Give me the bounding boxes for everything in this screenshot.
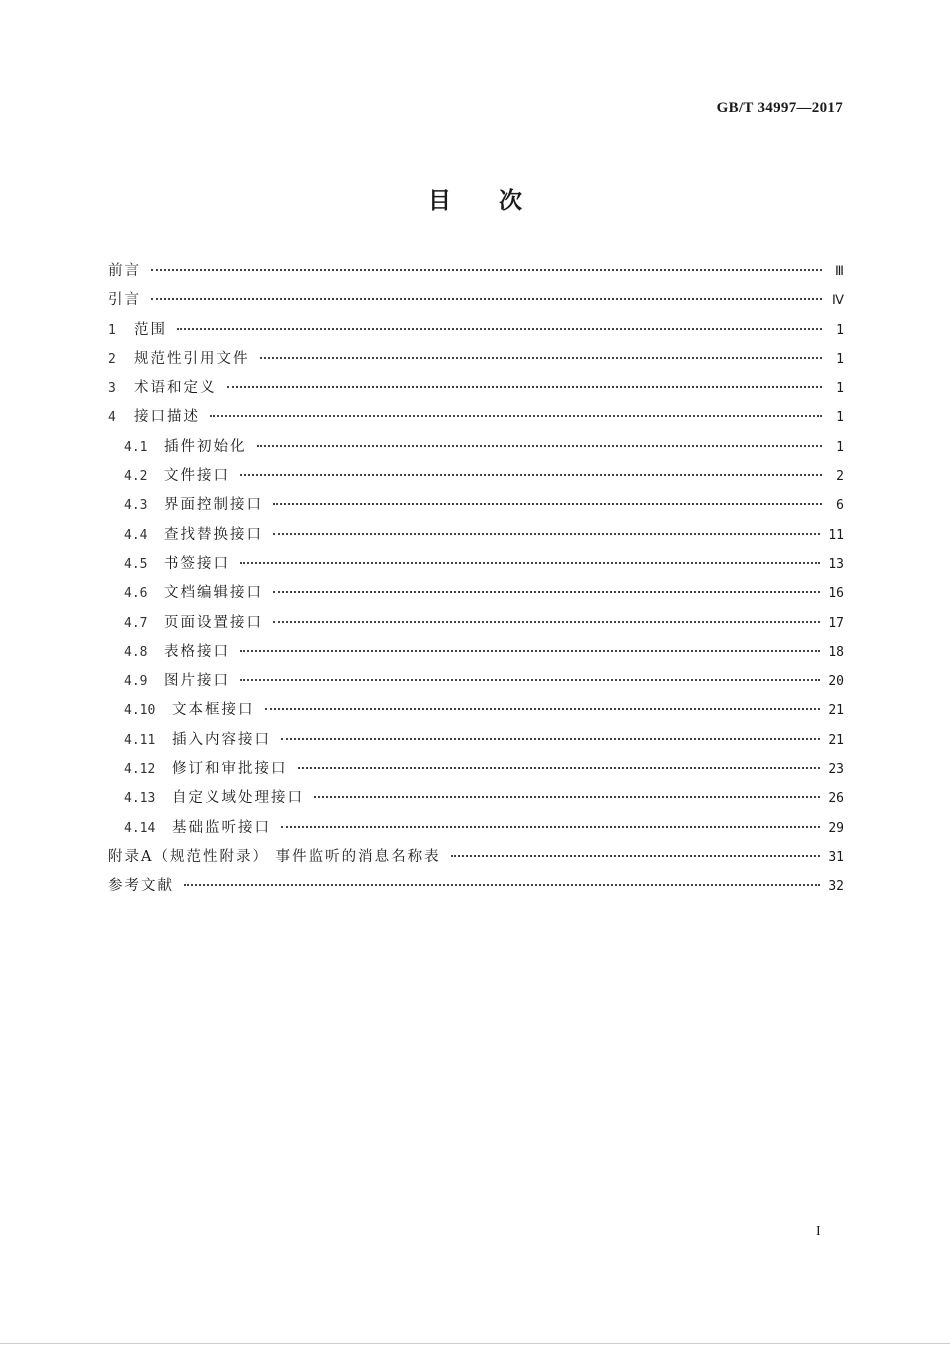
table-of-contents	[108, 257, 844, 902]
toc-leader-dots	[177, 327, 822, 330]
toc-entry[interactable]	[108, 638, 844, 667]
toc-leader-dots	[273, 620, 820, 623]
toc-leader-dots	[257, 444, 823, 447]
toc-entry-page: 11	[828, 527, 844, 543]
toc-entry[interactable]	[108, 609, 844, 638]
toc-leader-dots	[227, 385, 823, 388]
toc-entry[interactable]	[108, 491, 844, 520]
toc-entry-label: 文件接口	[164, 468, 230, 485]
toc-entry-page: 21	[828, 703, 844, 719]
toc-entry-page: 1	[836, 322, 844, 338]
toc-entry-label: 表格接口	[164, 643, 230, 660]
toc-entry-page: 23	[828, 762, 844, 778]
toc-entry-page: 6	[836, 498, 844, 514]
toc-entry-number: 4.11	[124, 732, 156, 748]
toc-entry-number: 4.7	[124, 615, 148, 631]
toc-entry-number: 4.10	[124, 703, 156, 719]
toc-entry-number: 4.8	[124, 644, 148, 660]
toc-entry-label: 插件初始化	[164, 438, 247, 455]
toc-leader-dots	[265, 707, 821, 710]
toc-leader-dots	[273, 532, 820, 535]
toc-leader-dots	[240, 561, 820, 564]
toc-entry-number: 4.12	[124, 762, 156, 778]
footer-page-number: I	[816, 1224, 821, 1239]
toc-entry-label: 引言	[108, 292, 141, 309]
toc-leader-dots	[240, 678, 820, 681]
toc-entry-number: 4.6	[124, 586, 148, 602]
toc-leader-dots	[314, 795, 820, 798]
toc-entry[interactable]	[108, 316, 844, 345]
toc-entry[interactable]	[108, 872, 844, 901]
toc-leader-dots	[210, 414, 822, 417]
toc-entry-page: 32	[828, 879, 844, 895]
toc-leader-dots	[273, 502, 822, 505]
toc-entry[interactable]	[108, 814, 844, 843]
toc-entry-number: 4.2	[124, 469, 148, 485]
toc-entry-page: 1	[836, 381, 844, 397]
toc-leader-dots	[273, 590, 820, 593]
toc-entry-number: 4.14	[124, 820, 156, 836]
toc-leader-dots	[240, 649, 820, 652]
toc-entry-label: 规范性引用文件	[134, 350, 250, 367]
toc-entry[interactable]	[108, 286, 844, 315]
toc-entry-label: 修订和审批接口	[172, 761, 288, 778]
toc-entry-number: 4.1	[124, 439, 148, 455]
toc-entry[interactable]	[108, 433, 844, 462]
page-bottom-edge	[0, 1343, 950, 1344]
toc-entry[interactable]	[108, 667, 844, 696]
toc-entry-number: 4.3	[124, 498, 148, 514]
toc-entry-page: Ⅳ	[832, 293, 844, 309]
toc-entry-number: 4.9	[124, 674, 148, 690]
toc-entry-page: 26	[828, 791, 844, 807]
toc-entry-number: 4.5	[124, 556, 148, 572]
toc-entry-label: 文本框接口	[172, 702, 255, 719]
toc-entry[interactable]	[108, 696, 844, 725]
toc-entry-number: 4.4	[124, 527, 148, 543]
toc-entry[interactable]	[108, 374, 844, 403]
toc-leader-dots	[281, 737, 820, 740]
toc-entry-label: 图片接口	[164, 673, 230, 690]
toc-entry[interactable]	[108, 345, 844, 374]
toc-entry[interactable]	[108, 726, 844, 755]
toc-entry-page: 18	[828, 644, 844, 660]
toc-leader-dots	[240, 473, 822, 476]
standard-code: GB/T 34997—2017	[716, 100, 843, 116]
toc-entry[interactable]	[108, 843, 844, 872]
toc-entry-page: 1	[836, 351, 844, 367]
toc-entry[interactable]	[108, 521, 844, 550]
toc-leader-dots	[151, 297, 822, 300]
toc-entry-number: 1	[108, 322, 116, 338]
toc-entry-page: 16	[828, 586, 844, 602]
toc-entry-label: 插入内容接口	[172, 731, 271, 748]
toc-entry-number: 4	[108, 410, 116, 426]
toc-entry-label: 页面设置接口	[164, 614, 263, 631]
toc-entry-label: 书签接口	[164, 555, 230, 572]
toc-entry-label: 界面控制接口	[164, 497, 263, 514]
toc-entry[interactable]	[108, 403, 844, 432]
toc-entry-page: 17	[828, 615, 844, 631]
toc-entry-page: 20	[828, 674, 844, 690]
toc-entry[interactable]	[108, 755, 844, 784]
toc-entry-label: 查找替换接口	[164, 526, 263, 543]
page-title	[0, 182, 950, 215]
toc-leader-dots	[184, 883, 820, 886]
toc-entry[interactable]	[108, 579, 844, 608]
toc-leader-dots	[298, 766, 821, 769]
toc-entry-label: 前言	[108, 263, 141, 279]
toc-entry[interactable]	[108, 462, 844, 491]
toc-entry-page: 31	[828, 849, 844, 865]
toc-entry-page: 13	[828, 556, 844, 572]
toc-entry-page: 21	[828, 732, 844, 748]
toc-entry-number: 2	[108, 351, 116, 367]
toc-entry[interactable]	[108, 550, 844, 579]
title-char-2: 次	[499, 187, 522, 214]
toc-leader-dots	[260, 356, 823, 359]
toc-leader-dots	[281, 825, 820, 828]
toc-entry[interactable]	[108, 784, 844, 813]
title-char-1: 目	[428, 187, 451, 214]
toc-leader-dots	[451, 854, 821, 857]
toc-entry-label: 参考文献	[108, 878, 174, 895]
toc-entry-label: 接口描述	[134, 409, 200, 426]
toc-entry-label: 术语和定义	[134, 380, 217, 397]
toc-entry-page: Ⅲ	[835, 264, 844, 279]
toc-entry-page: 1	[836, 410, 844, 426]
toc-entry-label: 基础监听接口	[172, 819, 271, 836]
toc-entry-number: 3	[108, 381, 116, 397]
toc-entry-page: 1	[836, 439, 844, 455]
toc-entry-page: 2	[836, 469, 844, 485]
toc-entry-label: 附录A（规范性附录） 事件监听的消息名称表	[108, 848, 441, 865]
toc-entry[interactable]	[108, 257, 844, 286]
toc-entry-label: 范围	[134, 321, 167, 338]
toc-leader-dots	[151, 268, 822, 271]
toc-entry-number: 4.13	[124, 791, 156, 807]
toc-entry-label: 文档编辑接口	[164, 585, 263, 602]
toc-entry-page: 29	[828, 820, 844, 836]
toc-entry-label: 自定义域处理接口	[172, 790, 304, 807]
